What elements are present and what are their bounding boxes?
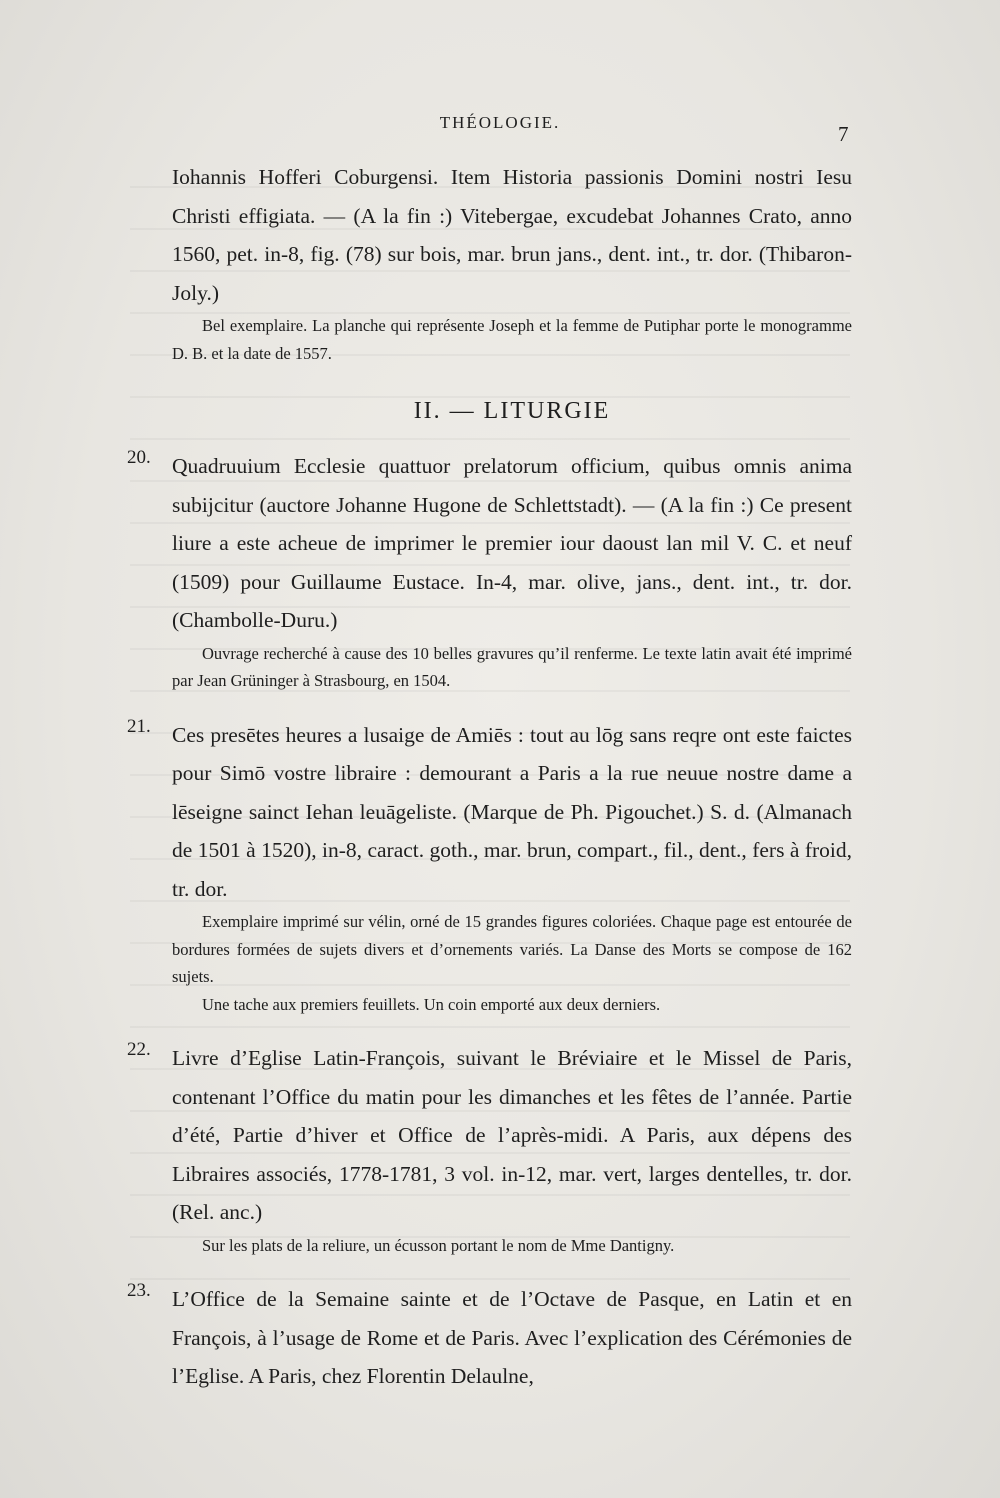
catalog-entry-23	[127, 1280, 852, 1396]
catalog-entry-21	[127, 715, 852, 909]
entry-number: 23.	[127, 1280, 151, 1301]
section-heading: II. — LITURGIE	[413, 398, 611, 424]
page-body	[127, 158, 852, 1396]
entry-note: Une tache aux premiers feuillets. Un coin emporté aux deux derniers.	[202, 994, 661, 1014]
entry-number: 22.	[127, 1039, 151, 1060]
entry-text: Quadruuium Ecclesie quattuor prelatorum officium, quibus omnis anima subijcitur (auctore Johanne Hugone de Schlettstadt). — (A la fin :) Ce present liure a este acheue de imprimer le premier iour daoust lan mil V. C. et neuf (1509) pour Guillaume Eustace. In-4, mar. olive, jans., dent. int., tr. dor. (Chambolle-Duru.)	[172, 454, 852, 632]
entry-text: L’Office de la Semaine sainte et de l’Octave de Pasque, en Latin et en François, à l’usage de Rome et de Paris. Avec l’explication des Cérémonies de l’Eglise. A Paris, chez Florentin Delaulne,	[172, 1287, 852, 1388]
entry-note: Exemplaire imprimé sur vélin, orné de 15 grandes figures coloriées. Chaque page est entourée de bordures formées de sujets divers et d’ornements variés. La Danse des Morts se compose de 162 sujets.	[172, 912, 852, 986]
entry-note: Ouvrage recherché à cause des 10 belles gravures qu’il renferme. Le texte latin avait été imprimé par Jean Grüninger à Strasbourg, en 1504.	[172, 643, 852, 690]
entry-text: Ces presētes heures a lusaige de Amiēs : tout au lōg sans reqre ont este faictes pour Simō vostre libraire : demourant a Paris a la rue neuue nostre dame a lēseigne sainct Iehan leuāgeliste. (Marque de Ph. Pigouchet.) S. d. (Almanach de 1501 à 1520), in-8, caract. goth., mar. brun, compart., fil., dent., fers à froid, tr. dor.	[172, 722, 852, 901]
entry-number: 21.	[127, 715, 151, 737]
catalog-entry-20	[127, 447, 852, 640]
catalog-entry-22	[127, 1039, 852, 1232]
running-head: THÉOLOGIE.	[439, 113, 561, 132]
continuation-entry-text: Iohannis Hofferi Coburgensi. Item Historia passionis Domini nostri Iesu Christi effigiata. — (A la fin :) Vitebergae, excudebat Johannes Crato, anno 1560, pet. in-8, fig. (78) sur bois, mar. brun jans., dent. int., tr. dor. (Thibaron-Joly.)	[172, 165, 852, 305]
entry-number: 20.	[127, 447, 151, 468]
page-number: 7	[838, 122, 849, 146]
entry-note: Sur les plats de la reliure, un écusson portant le nom de Mme Dantigny.	[202, 1235, 675, 1255]
entry-text: Livre d’Eglise Latin-François, suivant le Bréviaire et le Missel de Paris, contenant l’Office du matin pour les dimanches et les fêtes de l’année. Partie d’été, Partie d’hiver et Office de l’après-midi. A Paris, aux dépens des Libraires associés, 1778-1781, 3 vol. in-12, mar. vert, larges dentelles, tr. dor. (Rel. anc.)	[172, 1046, 852, 1224]
continuation-note: Bel exemplaire. La planche qui représente Joseph et la femme de Putiphar porte le monogramme D. B. et la date de 1557.	[172, 316, 852, 363]
